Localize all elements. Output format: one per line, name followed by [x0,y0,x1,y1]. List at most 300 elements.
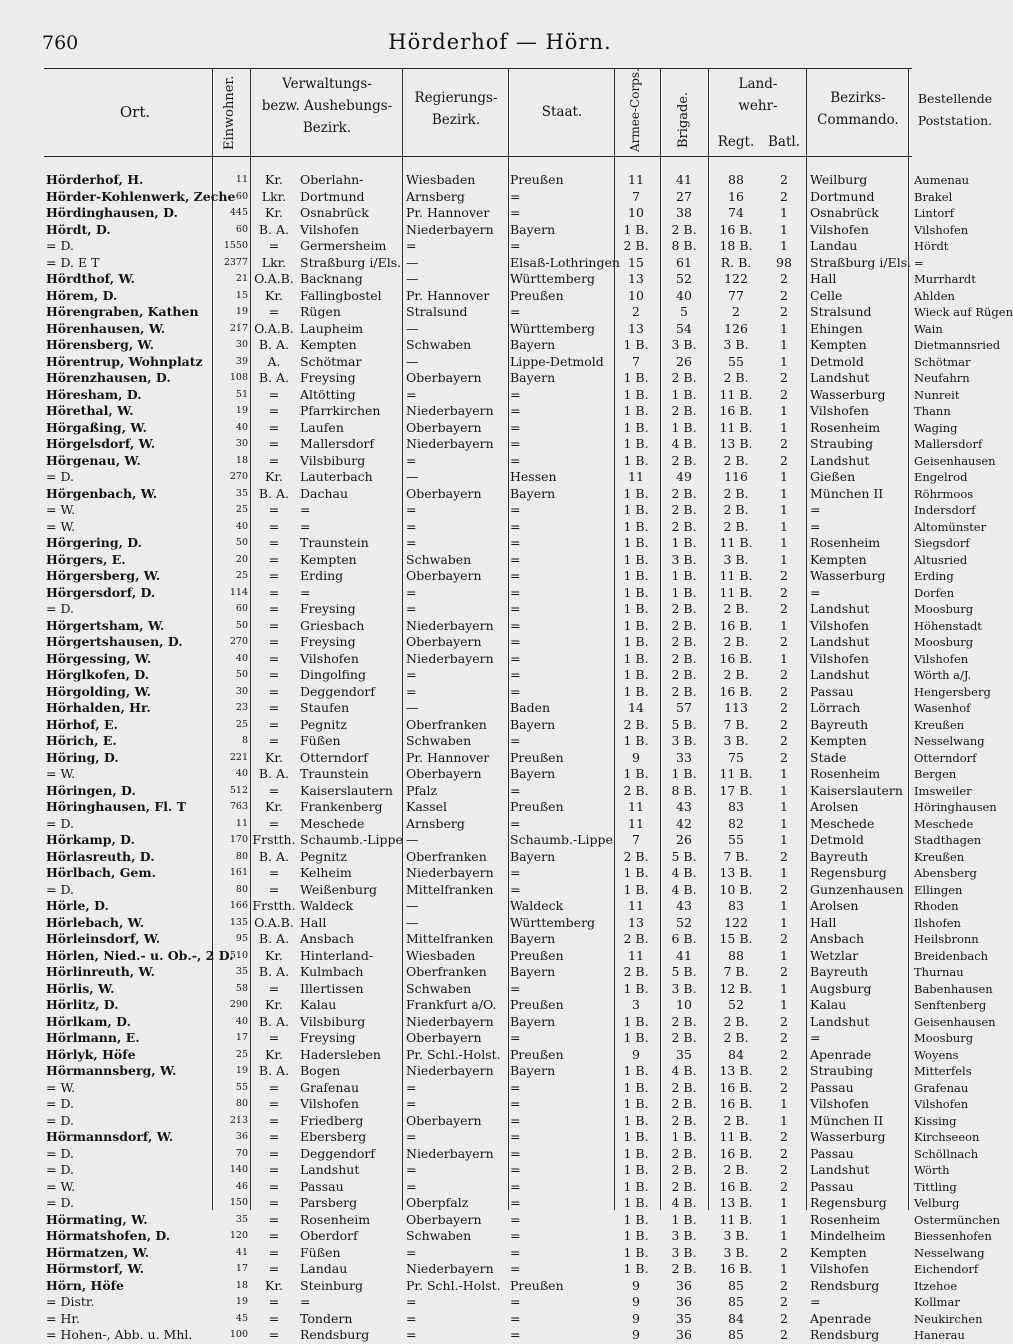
post-station-cell: Altusried [914,552,968,567]
population-cell: 46 [235,1180,248,1192]
landwehr-battalion-cell: 1 [780,815,788,831]
table-row [0,750,1000,767]
state-cell: = [510,1294,521,1309]
state-cell: = [510,502,521,517]
place-name-cell: Hörkamp, D. [46,832,135,847]
army-corps-cell: 9 [632,1310,640,1326]
state-cell: Preußen [510,749,564,765]
landwehr-battalion-cell: 2 [780,1030,788,1045]
landwehr-battalion-cell: 2 [780,271,788,286]
admin-type-cell: = [268,634,280,649]
admin-type-cell: Kr. [265,205,283,220]
post-station-cell: Mallersdorf [914,437,983,451]
district-command-cell: Detmold [810,832,864,847]
table-row [0,618,1000,635]
place-name-cell: Hörentrup, Wohnplatz [46,353,203,369]
admin-district-cell: Freysing [300,601,356,616]
admin-type-cell: = [268,733,280,748]
district-command-cell: Kaiserslautern [810,782,903,798]
brigade-cell: 3 B. [671,337,697,352]
post-station-cell: Moosburg [914,602,974,616]
district-command-cell: Gießen [810,469,856,484]
state-cell: Bayern [510,716,556,732]
government-district-cell: Oberfranken [406,964,487,979]
place-name-cell: Hörder-Kohlenwerk, Zeche [46,188,236,204]
population-cell: 217 [229,322,248,334]
landwehr-regiment-cell: 13 B. [719,1063,753,1078]
brigade-cell: 5 B. [671,964,697,979]
state-cell: = [510,1162,521,1177]
table-row [0,585,1000,602]
army-corps-cell: 11 [628,799,644,814]
state-cell: = [510,733,521,748]
place-name-cell: = D. [46,815,74,831]
landwehr-regiment-cell: 11 B. [719,1129,753,1144]
army-corps-cell: 10 [628,205,644,220]
admin-district-cell: Tondern [300,1310,353,1326]
admin-type-cell: = [268,436,280,451]
brigade-cell: 4 B. [671,865,697,880]
brigade-cell: 33 [676,749,692,765]
landwehr-regiment-cell: 55 [728,832,744,847]
government-district-cell: Wiesbaden [406,172,476,187]
admin-district-cell: Landshut [300,1162,360,1177]
post-station-cell: Thann [914,404,951,418]
district-command-cell: Rosenheim [810,419,881,435]
army-corps-cell: 9 [632,1294,640,1309]
post-station-cell: Röhrmoos [914,486,974,501]
state-cell: Baden [510,700,551,715]
table-row [0,717,1000,734]
state-cell: Württemberg [510,914,596,930]
place-name-cell: Höringhausen, Fl. T [46,799,186,814]
population-cell: 120 [229,1230,248,1241]
admin-type-cell: = [268,683,280,699]
landwehr-battalion-cell: 1 [780,947,788,963]
post-station-cell: Moosburg [914,635,974,649]
table-row [0,238,1000,255]
state-cell: Schaumb.-Lippe [510,832,613,847]
admin-type-cell: O.A.B. [254,320,294,336]
government-district-cell: = [406,1178,417,1194]
population-cell: 25 [235,718,248,730]
population-cell: 25 [235,570,248,581]
place-name-cell: Hörgersberg, W. [46,568,161,583]
post-station-cell: Wörth [914,1163,950,1177]
admin-type-cell: = [268,1294,280,1309]
state-cell: Lippe-Detmold [510,353,604,369]
admin-district-cell: Laupheim [300,320,364,336]
table-row [0,865,1000,882]
admin-type-cell: = [268,1211,280,1227]
state-cell: = [510,617,521,633]
population-cell: 11 [235,817,248,829]
landwehr-regiment-cell: 13 B. [719,865,753,880]
post-station-cell: Waging [914,420,958,435]
landwehr-battalion-cell: 2 [780,584,788,600]
government-district-cell: Niederbayern [406,865,494,880]
district-command-cell: Bayreuth [810,964,869,979]
district-command-cell: Bayreuth [810,848,869,864]
place-name-cell: Hörlis, W. [46,980,115,996]
place-name-cell: Hörgenbach, W. [46,485,158,501]
post-station-cell: Geisenhausen [914,453,996,468]
admin-district-cell: Freysing [300,1030,356,1045]
header-verwaltung-line2: bezw. Aushebungs- [261,98,393,114]
table-row [0,370,1000,387]
state-cell: = [510,403,521,418]
landwehr-regiment-cell: 2 B. [723,1030,749,1045]
admin-type-cell: = [268,304,280,319]
population-cell: 140 [229,1164,248,1175]
landwehr-regiment-cell: R. B. [720,254,752,270]
government-district-cell: Mittelfranken [406,931,494,946]
table-row [0,981,1000,998]
government-district-cell: — [406,914,419,930]
place-name-cell: Hörlmann, E. [46,1030,140,1045]
place-name-cell: = D. [46,1162,74,1177]
post-station-cell: Neufahrn [914,371,970,385]
admin-type-cell: = [268,1195,280,1210]
admin-district-cell: Lauterbach [300,469,373,484]
admin-type-cell: Frstth. [252,898,296,913]
district-command-cell: München II [810,485,884,501]
admin-type-cell: = [268,601,280,616]
population-cell: 58 [235,982,248,994]
district-command-cell: Vilshofen [810,617,869,633]
government-district-cell: — [406,898,419,913]
post-station-cell: Woyens [914,1047,959,1062]
landwehr-battalion-cell: 1 [780,551,788,567]
brigade-cell: 1 B. [671,386,697,402]
army-corps-cell: 11 [628,898,644,913]
admin-district-cell: Dortmund [300,188,365,204]
admin-district-cell: Füßen [300,733,341,748]
army-corps-cell: 11 [628,947,644,963]
army-corps-cell: 2 B. [623,238,649,253]
landwehr-regiment-cell: 7 B. [723,716,749,732]
admin-type-cell: = [268,1228,280,1243]
table-row [0,1212,1000,1229]
post-station-cell: Hördt [914,239,949,253]
army-corps-cell: 15 [628,254,644,270]
government-district-cell: Pr. Schl.-Holst. [406,1046,501,1062]
population-cell: 30 [235,438,248,449]
district-command-cell: Vilshofen [810,1261,869,1276]
landwehr-regiment-cell: 77 [728,287,744,303]
brigade-cell: 5 B. [671,848,697,864]
army-corps-cell: 1 B. [623,584,649,600]
government-district-cell: Arnsberg [406,188,465,204]
brigade-cell: 49 [676,469,692,484]
government-district-cell: Kassel [406,799,448,814]
admin-district-cell: Traunstein [300,766,369,781]
place-name-cell: Hörderhof, H. [46,172,144,187]
district-command-cell: Landshut [810,1013,870,1029]
state-cell: = [510,980,521,996]
state-cell: = [510,683,521,699]
post-station-cell: Wieck auf Rügen [914,305,1013,319]
population-cell: 161 [229,867,248,878]
state-cell: = [510,667,521,682]
admin-district-cell: Schötmar [300,353,362,369]
district-command-cell: Passau [810,1079,854,1095]
post-station-cell: Biessenhofen [914,1229,992,1243]
army-corps-cell: 1 B. [623,683,649,699]
brigade-cell: 1 B. [671,1211,697,1227]
population-cell: 50 [235,669,248,680]
admin-type-cell: B. A. [258,221,290,237]
brigade-cell: 1 B. [671,766,697,781]
post-station-cell: Abensberg [914,866,977,880]
place-name-cell: Hördinghausen, D. [46,205,178,220]
government-district-cell: Stralsund [406,304,468,319]
post-station-cell: Wasenhof [914,701,971,715]
place-name-cell: Hördthof, W. [46,271,135,286]
government-district-cell: Oberbayern [406,766,482,781]
landwehr-regiment-cell: 2 B. [723,1013,749,1029]
state-cell: = [510,650,521,666]
place-name-cell: Hörlkam, D. [46,1013,131,1029]
place-name-cell: = D. [46,1195,74,1210]
landwehr-battalion-cell: 2 [780,931,788,946]
government-district-cell: Schwaben [406,1228,472,1243]
landwehr-regiment-cell: 52 [728,997,744,1012]
header-bezirks-line2: Commando. [817,112,899,128]
place-name-cell: Hörn, Höfe [46,1277,125,1293]
landwehr-battalion-cell: 2 [780,733,788,748]
brigade-cell: 2 B. [671,518,697,534]
header-regierung-line2: Bezirk. [431,112,481,128]
landwehr-regiment-cell: 122 [724,271,748,286]
admin-district-cell: Griesbach [300,617,365,633]
population-cell: 30 [235,339,248,350]
brigade-cell: 1 B. [671,568,697,583]
post-station-cell: Indersdorf [914,503,976,517]
state-cell: Preußen [510,947,564,963]
header-staat: Staat. [541,104,583,120]
landwehr-battalion-cell: 1 [780,1228,788,1243]
brigade-cell: 2 B. [671,1030,697,1045]
table-row [0,1129,1000,1146]
brigade-cell: 42 [676,815,692,831]
landwehr-battalion-cell: 1 [780,419,788,435]
government-district-cell: = [406,1310,417,1326]
state-cell: = [510,782,521,798]
district-command-cell: Augsburg [810,980,872,996]
district-command-cell: Lörrach [810,700,861,715]
state-cell: Preußen [510,287,564,303]
table-row [0,1179,1000,1196]
admin-type-cell: A. [267,353,281,369]
population-cell: 36 [235,1131,248,1142]
army-corps-cell: 13 [628,320,644,336]
army-corps-cell: 1 B. [623,337,649,352]
post-station-cell: Ahlden [914,288,955,303]
table-row [0,1228,1000,1245]
admin-district-cell: Vilshofen [300,221,359,237]
table-row [0,783,1000,800]
state-cell: = [510,205,521,220]
table-row [0,816,1000,833]
army-corps-cell: 1 B. [623,881,649,897]
state-cell: = [510,188,521,204]
admin-type-cell: = [268,238,280,253]
army-corps-cell: 9 [632,1277,640,1293]
government-district-cell: = [406,1327,417,1342]
admin-type-cell: Kr. [265,947,283,963]
admin-type-cell: = [268,782,280,798]
table-row [0,1195,1000,1212]
admin-district-cell: Freysing [300,370,356,385]
brigade-cell: 1 B. [671,535,697,550]
government-district-cell: = [406,1294,417,1309]
landwehr-battalion-cell: 2 [780,287,788,303]
post-station-cell: Neukirchen [914,1311,983,1326]
brigade-cell: 43 [676,898,692,913]
post-station-cell: Vilshofen [914,222,969,237]
district-command-cell: Kalau [810,997,847,1012]
brigade-cell: 3 B. [671,733,697,748]
place-name-cell: Hörlen, Nied.- u. Ob.-, 2 D. [46,947,234,963]
place-name-cell: Hörem, D. [46,287,118,303]
population-cell: 60 [235,223,248,235]
place-name-cell: Hörglkofen, D. [46,667,150,682]
post-station-cell: Kissing [914,1113,957,1128]
army-corps-cell: 1 B. [623,403,649,418]
district-command-cell: Rosenheim [810,1211,881,1227]
place-name-cell: = Hohen-, Abb. u. Mhl. [46,1327,193,1342]
table-row [0,964,1000,981]
government-district-cell: Pfalz [406,782,438,798]
state-cell: = [510,1244,521,1260]
army-corps-cell: 1 B. [623,1178,649,1194]
population-cell: 95 [235,933,248,944]
admin-type-cell: = [268,1112,280,1128]
landwehr-battalion-cell: 1 [780,238,788,253]
population-cell: 1550 [223,240,248,251]
population-cell: 41 [235,1246,248,1258]
place-name-cell: Hörenzhausen, D. [46,370,171,385]
landwehr-regiment-cell: 12 B. [719,980,753,996]
population-cell: 51 [235,388,248,400]
landwehr-battalion-cell: 1 [780,205,788,220]
state-cell: = [510,518,521,534]
landwehr-battalion-cell: 2 [780,188,788,204]
brigade-cell: 36 [676,1277,692,1293]
table-row [0,502,1000,519]
army-corps-cell: 1 B. [623,1261,649,1276]
admin-type-cell: = [268,584,280,600]
army-corps-cell: 2 B. [623,931,649,946]
admin-district-cell: = [300,502,311,517]
government-district-cell: Oberbayern [406,1030,482,1045]
place-name-cell: = D. [46,1145,74,1161]
district-command-cell: Kempten [810,733,867,748]
district-command-cell: Rosenheim [810,766,881,781]
place-name-cell: = D. [46,238,74,253]
landwehr-regiment-cell: 83 [728,799,744,814]
district-command-cell: Kempten [810,337,867,352]
state-cell: = [510,1178,521,1194]
district-command-cell: Rendsburg [810,1277,880,1293]
landwehr-regiment-cell: 2 B. [723,370,749,385]
district-command-cell: Apenrade [810,1046,872,1062]
place-name-cell: Hörhalden, Hr. [46,700,151,715]
table-row [0,420,1000,437]
landwehr-battalion-cell: 1 [780,832,788,847]
admin-district-cell: Vilshofen [300,650,359,666]
post-station-cell: Brakel [914,189,953,204]
landwehr-regiment-cell: 2 B. [723,502,749,517]
admin-district-cell: Ansbach [300,931,354,946]
district-command-cell: Wasserburg [810,1129,886,1144]
table-row [0,1047,1000,1064]
population-cell: 135 [229,916,248,928]
admin-type-cell: = [268,1145,280,1161]
brigade-cell: 10 [676,997,692,1012]
admin-district-cell: Mallersdorf [300,436,375,451]
district-command-cell: Regensburg [810,865,887,880]
place-name-cell: Hörgers, E. [46,551,126,567]
table-row [0,733,1000,750]
place-name-cell: Hörmating, W. [46,1211,148,1227]
header-verwaltung-line3: Bezirk. [302,120,352,136]
admin-district-cell: Osnabrück [300,205,369,220]
government-district-cell: Schwaben [406,337,472,352]
admin-district-cell: Germersheim [300,238,387,253]
place-name-cell: Hörensberg, W. [46,337,154,352]
army-corps-cell: 1 B. [623,1228,649,1243]
population-cell: 17 [235,1032,248,1043]
district-command-cell: Landshut [810,452,870,468]
admin-district-cell: Deggendorf [300,1145,375,1161]
government-district-cell: Oberfranken [406,716,487,732]
district-command-cell: Landshut [810,667,870,682]
brigade-cell: 27 [676,188,692,204]
population-cell: 70 [235,1147,248,1159]
population-cell: 35 [235,1213,248,1225]
admin-district-cell: Friedberg [300,1112,364,1128]
landwehr-battalion-cell: 2 [780,172,788,187]
place-name-cell: = W. [46,766,76,781]
landwehr-battalion-cell: 2 [780,1063,788,1078]
table-row [0,222,1000,239]
population-cell: 35 [235,487,248,499]
place-name-cell: Hörlinreuth, W. [46,964,155,979]
admin-district-cell: Bogen [300,1063,341,1078]
brigade-cell: 8 B. [671,238,697,253]
admin-district-cell: Oberlahn- [300,172,364,187]
government-district-cell: = [406,1129,417,1144]
table-row [0,304,1013,321]
government-district-cell: Schwaben [406,733,472,748]
admin-district-cell: Kaiserslautern [300,782,393,798]
government-district-cell: = [406,601,417,616]
landwehr-regiment-cell: 2 B. [723,485,749,501]
army-corps-cell: 1 B. [623,485,649,501]
post-station-cell: Rhoden [914,899,959,913]
army-corps-cell: 1 B. [623,1162,649,1177]
army-corps-cell: 13 [628,914,644,930]
place-name-cell: Höresham, D. [46,386,142,402]
brigade-cell: 2 B. [671,667,697,682]
landwehr-regiment-cell: 10 B. [719,881,753,897]
place-name-cell: Hörenhausen, W. [46,320,166,336]
post-station-cell: Dietmannsried [914,338,1001,352]
government-district-cell: Niederbayern [406,617,494,633]
admin-district-cell: Landau [300,1261,348,1276]
